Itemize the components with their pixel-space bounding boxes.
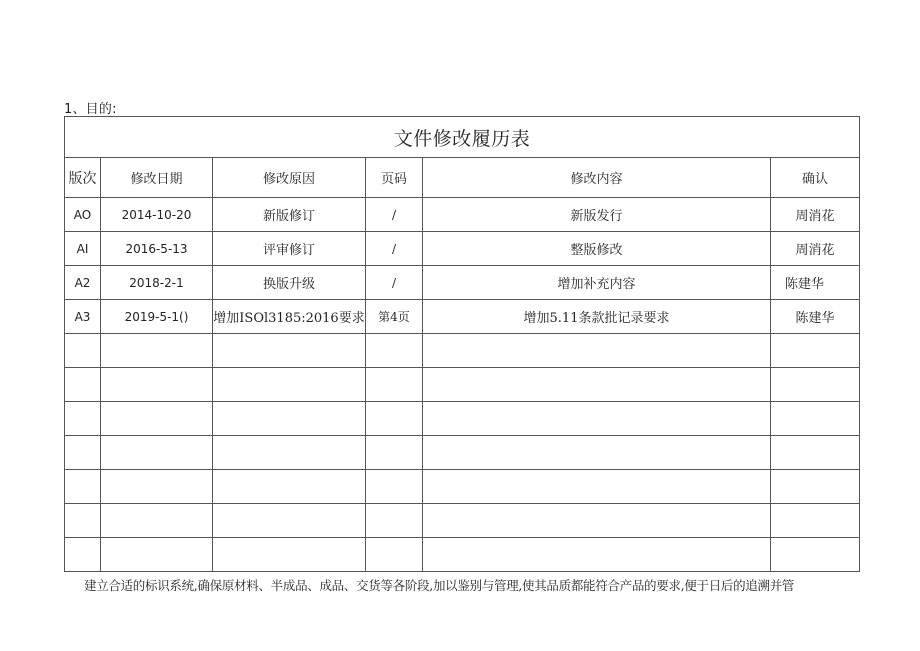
empty-rows xyxy=(65,334,860,572)
cell-version: AO xyxy=(65,198,101,232)
empty-cell xyxy=(423,334,771,368)
cell-date: 2016-5-13 xyxy=(101,232,213,266)
empty-cell xyxy=(771,470,860,504)
cell-date: 2014-10-20 xyxy=(101,198,213,232)
empty-table-row xyxy=(65,470,860,504)
empty-cell xyxy=(101,470,213,504)
empty-cell xyxy=(366,368,423,402)
table-row xyxy=(65,232,860,266)
empty-cell xyxy=(65,334,101,368)
cell-confirm: 周消花 xyxy=(771,198,860,232)
empty-cell xyxy=(423,402,771,436)
cell-content: 增加5.11条款批记录要求 xyxy=(423,300,771,334)
empty-cell xyxy=(65,436,101,470)
empty-cell xyxy=(771,504,860,538)
empty-cell xyxy=(101,334,213,368)
empty-cell xyxy=(101,538,213,572)
cell-confirm: 陈建华 xyxy=(771,300,860,334)
empty-cell xyxy=(65,504,101,538)
empty-cell xyxy=(65,402,101,436)
cell-reason: 增加ISOl3185:2016要求 xyxy=(213,300,366,334)
purpose-paragraph: 建立合适的标识系统,确保原材料、半成品、成品、交货等各阶段,加以鉴别与管理,使其品质都能符合产品的要求,便于日后的追溯并管 xyxy=(84,578,795,593)
section-heading: 1、目的: xyxy=(64,102,117,117)
revision-history-table xyxy=(64,116,860,572)
empty-cell xyxy=(423,504,771,538)
cell-page: / xyxy=(366,198,423,232)
empty-cell xyxy=(213,436,366,470)
table-row xyxy=(65,198,860,232)
header-page: 页码 xyxy=(366,158,423,198)
cell-reason: 评审修订 xyxy=(213,232,366,266)
empty-cell xyxy=(423,470,771,504)
empty-cell xyxy=(366,538,423,572)
empty-cell xyxy=(65,538,101,572)
empty-cell xyxy=(101,402,213,436)
empty-cell xyxy=(213,402,366,436)
empty-cell xyxy=(423,436,771,470)
revision-history-table-wrapper xyxy=(64,116,859,572)
cell-page: 第4页 xyxy=(366,300,423,334)
empty-table-row xyxy=(65,538,860,572)
empty-cell xyxy=(423,538,771,572)
cell-content: 增加补充内容 xyxy=(423,266,771,300)
cell-date: 2019-5-1() xyxy=(101,300,213,334)
cell-version: AI xyxy=(65,232,101,266)
empty-cell xyxy=(101,504,213,538)
cell-page: / xyxy=(366,232,423,266)
empty-cell xyxy=(213,538,366,572)
header-content: 修改内容 xyxy=(423,158,771,198)
cell-confirm: 陈建华 xyxy=(771,266,860,300)
table-row xyxy=(65,266,860,300)
empty-cell xyxy=(65,470,101,504)
empty-cell xyxy=(213,368,366,402)
empty-cell xyxy=(366,470,423,504)
empty-table-row xyxy=(65,436,860,470)
empty-cell xyxy=(213,334,366,368)
cell-page: / xyxy=(366,266,423,300)
cell-content: 整版修改 xyxy=(423,232,771,266)
empty-cell xyxy=(213,504,366,538)
empty-cell xyxy=(423,368,771,402)
cell-date: 2018-2-1 xyxy=(101,266,213,300)
empty-cell xyxy=(65,368,101,402)
header-date: 修改日期 xyxy=(101,158,213,198)
empty-cell xyxy=(366,402,423,436)
empty-cell xyxy=(771,436,860,470)
empty-cell xyxy=(101,436,213,470)
empty-cell xyxy=(366,334,423,368)
empty-cell xyxy=(101,368,213,402)
empty-cell xyxy=(771,368,860,402)
cell-version: A3 xyxy=(65,300,101,334)
table-title: 文件修改履历表 xyxy=(65,117,860,158)
empty-table-row xyxy=(65,504,860,538)
empty-table-row xyxy=(65,368,860,402)
table-row xyxy=(65,300,860,334)
empty-cell xyxy=(771,402,860,436)
cell-reason: 新版修订 xyxy=(213,198,366,232)
header-reason: 修改原因 xyxy=(213,158,366,198)
empty-table-row xyxy=(65,334,860,368)
empty-cell xyxy=(771,334,860,368)
cell-version: A2 xyxy=(65,266,101,300)
empty-table-row xyxy=(65,402,860,436)
empty-cell xyxy=(366,504,423,538)
header-version: 版次 xyxy=(65,158,101,198)
empty-cell xyxy=(366,436,423,470)
cell-reason: 换版升级 xyxy=(213,266,366,300)
empty-cell xyxy=(771,538,860,572)
empty-cell xyxy=(213,470,366,504)
header-row xyxy=(65,158,860,198)
cell-confirm: 周消花 xyxy=(771,232,860,266)
header-confirm: 确认 xyxy=(771,158,860,198)
cell-content: 新版发行 xyxy=(423,198,771,232)
